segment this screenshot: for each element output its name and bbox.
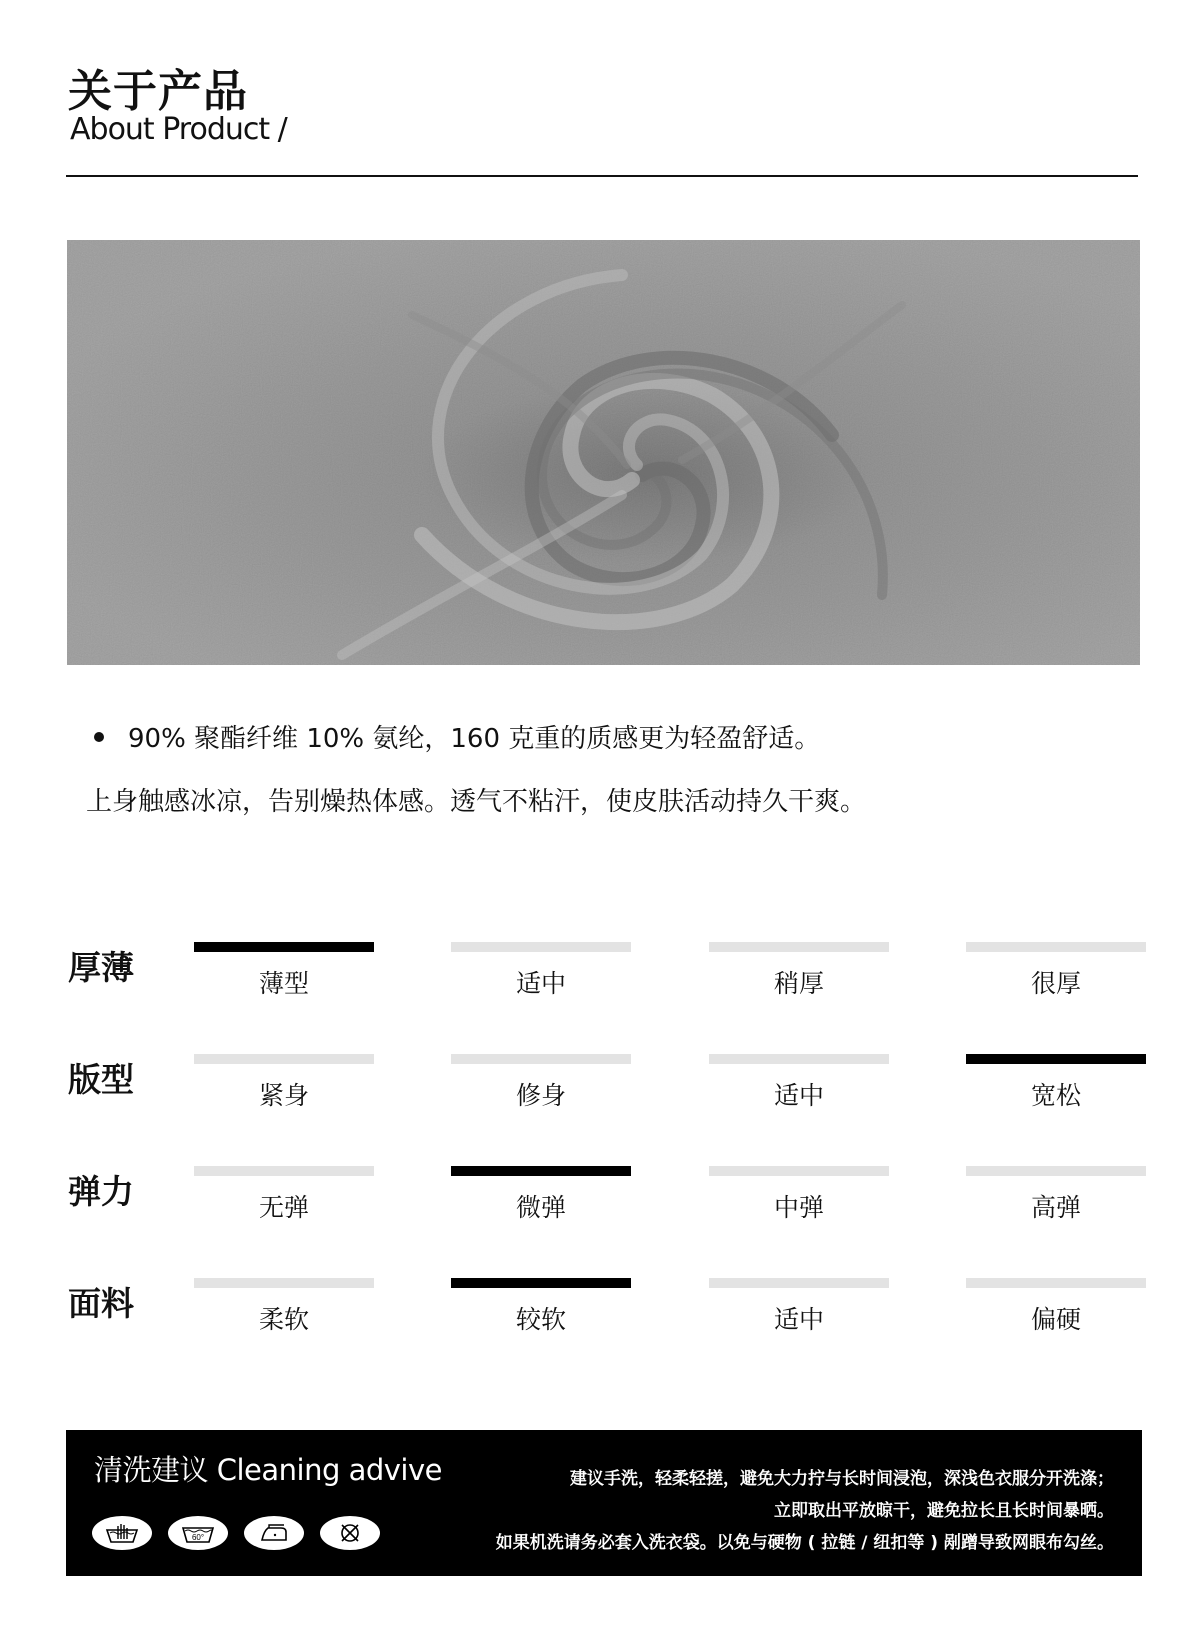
page-subtitle: About Product / <box>70 112 287 147</box>
option-label: 适中 <box>515 969 566 998</box>
unselected-bar <box>194 1278 374 1288</box>
option-label: 很厚 <box>1030 969 1081 998</box>
attribute-option <box>451 1278 631 1336</box>
attribute-row-fabric <box>0 1278 1200 1378</box>
attribute-option <box>966 942 1146 1000</box>
attribute-label: 厚薄 <box>68 948 134 987</box>
fabric-photo <box>67 240 1140 665</box>
attribute-option <box>451 942 631 1000</box>
unselected-bar <box>966 1278 1146 1288</box>
iron-icon <box>244 1516 304 1550</box>
option-label: 修身 <box>515 1081 566 1110</box>
unselected-bar <box>709 1278 889 1288</box>
svg-text:60°: 60° <box>191 1533 205 1542</box>
wash-60-icon <box>168 1516 228 1550</box>
option-label: 适中 <box>773 1081 824 1110</box>
care-line-3: 如果机洗请务必套入洗衣袋。以免与硬物 ( 拉链 / 纽扣等 ) 剐蹭导致网眼布勾丝。 <box>495 1533 1114 1553</box>
attribute-label: 弹力 <box>68 1172 134 1211</box>
attribute-option <box>966 1054 1146 1112</box>
attribute-option <box>194 1278 374 1336</box>
hand-wash-icon <box>92 1516 152 1550</box>
option-label: 偏硬 <box>1030 1305 1081 1334</box>
attribute-row-elasticity <box>0 1166 1200 1266</box>
selected-bar <box>966 1054 1146 1064</box>
selected-bar <box>451 1166 631 1176</box>
no-dry-clean-icon <box>320 1516 380 1550</box>
unselected-bar <box>194 1054 374 1064</box>
care-panel <box>66 1430 1142 1576</box>
attribute-row-thickness <box>0 942 1200 1042</box>
bullet-dot <box>94 732 104 742</box>
attribute-option <box>194 1166 374 1224</box>
attribute-row-fit <box>0 1054 1200 1154</box>
unselected-bar <box>451 1054 631 1064</box>
care-line-1: 建议手洗，轻柔轻搓，避免大力拧与长时间浸泡，深浅色衣服分开洗涤； <box>570 1469 1114 1489</box>
unselected-bar <box>709 1054 889 1064</box>
attribute-option <box>966 1278 1146 1336</box>
option-label: 较软 <box>515 1305 566 1334</box>
unselected-bar <box>709 1166 889 1176</box>
unselected-bar <box>966 1166 1146 1176</box>
selected-bar <box>194 942 374 952</box>
unselected-bar <box>966 942 1146 952</box>
attribute-option <box>194 942 374 1000</box>
option-label: 无弹 <box>258 1193 309 1222</box>
unselected-bar <box>194 1166 374 1176</box>
option-label: 柔软 <box>258 1305 309 1334</box>
attribute-option <box>709 1278 889 1336</box>
page-title: 关于产品 <box>68 66 248 117</box>
care-line-2: 立即取出平放晾干，避免拉长且长时间暴晒。 <box>774 1501 1114 1521</box>
attribute-option <box>451 1166 631 1224</box>
description-line-2: 上身触感冰凉，告别燥热体感。透气不粘汗，使皮肤活动持久干爽。 <box>86 787 867 817</box>
unselected-bar <box>451 942 631 952</box>
option-label: 薄型 <box>258 969 309 998</box>
care-icons <box>92 1516 380 1550</box>
attribute-option <box>966 1166 1146 1224</box>
care-title: 清洗建议 Cleaning advive <box>94 1453 442 1487</box>
attribute-option <box>451 1054 631 1112</box>
selected-bar <box>451 1278 631 1288</box>
option-label: 高弹 <box>1030 1193 1081 1222</box>
header-divider <box>66 175 1138 177</box>
option-label: 稍厚 <box>773 969 824 998</box>
attribute-option <box>709 1054 889 1112</box>
option-label: 紧身 <box>258 1081 309 1110</box>
attribute-option <box>194 1054 374 1112</box>
option-label: 微弹 <box>515 1193 566 1222</box>
option-label: 适中 <box>773 1305 824 1334</box>
description-bullet <box>94 718 820 755</box>
attribute-label: 版型 <box>68 1060 134 1099</box>
attribute-label: 面料 <box>68 1284 134 1323</box>
option-label: 中弹 <box>773 1193 824 1222</box>
option-label: 宽松 <box>1030 1081 1081 1110</box>
attribute-option <box>709 942 889 1000</box>
unselected-bar <box>709 942 889 952</box>
description-line-1: 90% 聚酯纤维 10% 氨纶，160 克重的质感更为轻盈舒适。 <box>128 724 821 754</box>
attribute-option <box>709 1166 889 1224</box>
